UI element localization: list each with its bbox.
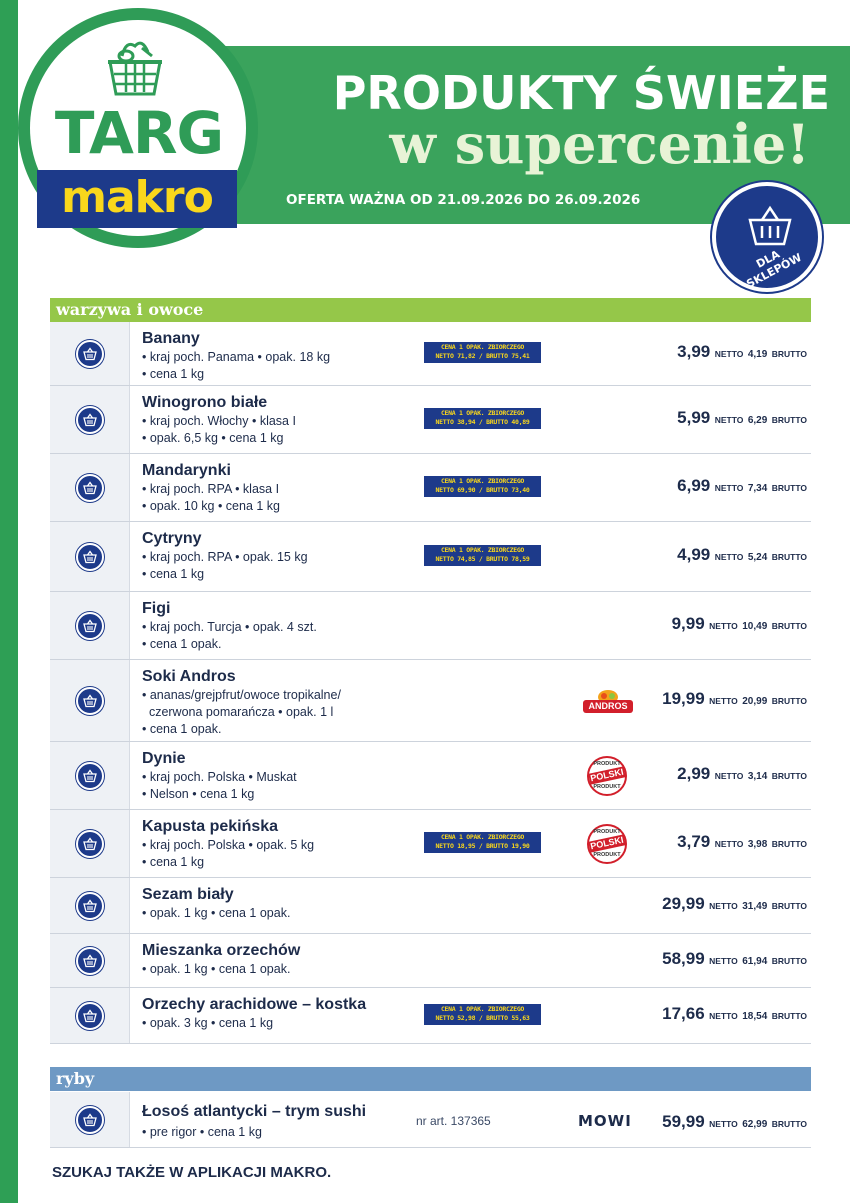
row-icon-column xyxy=(50,522,130,591)
price xyxy=(677,832,807,852)
left-green-strip xyxy=(0,0,18,1203)
product-name: Figi xyxy=(142,600,171,617)
price-gross-label: BRUTTO xyxy=(771,1011,807,1021)
price-net: 4,99 xyxy=(677,545,711,564)
price xyxy=(662,1004,807,1024)
price-gross-label: BRUTTO xyxy=(771,415,807,425)
product-description: • kraj poch. RPA • opak. 15 kg • cena 1 kg xyxy=(142,550,308,581)
bulk-pack-prices: NETTO 71,82 / BRUTTO 75,41 xyxy=(435,352,530,360)
price xyxy=(677,476,807,496)
product-name: Sezam biały xyxy=(142,886,234,903)
price-gross: 4,19 xyxy=(747,349,768,360)
product-name: Soki Andros xyxy=(142,668,236,685)
bulk-pack-label: CENA 1 OPAK. ZBIORCZEGO xyxy=(440,409,525,417)
price-net-label: NETTO xyxy=(714,415,744,425)
price-net: 6,99 xyxy=(677,476,711,495)
price-net-label: NETTO xyxy=(714,771,744,781)
price-gross-label: BRUTTO xyxy=(771,621,807,631)
bulk-pack-price-badge xyxy=(424,832,541,853)
price xyxy=(662,1112,807,1132)
price xyxy=(677,342,807,362)
basket-icon xyxy=(76,474,104,502)
bulk-pack-prices: NETTO 38,94 / BRUTTO 40,89 xyxy=(435,418,530,426)
price-gross-label: BRUTTO xyxy=(771,552,807,562)
price-gross: 20,99 xyxy=(742,696,768,707)
price-net-label: NETTO xyxy=(709,956,738,966)
price-net: 2,99 xyxy=(677,764,711,783)
product-name: Orzechy arachidowe – kostka xyxy=(142,996,367,1013)
product-description: • kraj poch. Polska • opak. 5 kg • cena 1 kg xyxy=(142,838,315,869)
footer-app-note: SZUKAJ TAKŻE W APLIKACJI MAKRO. xyxy=(52,1164,332,1181)
price xyxy=(672,614,807,634)
basket-icon xyxy=(76,892,104,920)
row-icon-column xyxy=(50,1092,130,1147)
price-gross-label: BRUTTO xyxy=(771,771,807,781)
product-row xyxy=(50,386,811,454)
basket-icon xyxy=(76,1106,104,1134)
product-name: Winogrono białe xyxy=(142,394,268,411)
badge-top-text: PRODUKT xyxy=(593,829,621,835)
price-gross-label: BRUTTO xyxy=(771,483,807,493)
price xyxy=(662,894,807,914)
product-description: • opak. 1 kg • cena 1 opak. xyxy=(142,962,291,976)
bulk-pack-price-badge xyxy=(424,408,541,429)
basket-icon xyxy=(76,762,104,790)
bulk-pack-prices: NETTO 74,85 / BRUTTO 78,59 xyxy=(435,555,530,563)
headline-super-price: w supercenie! xyxy=(389,112,810,176)
bulk-pack-label: CENA 1 OPAK. ZBIORCZEGO xyxy=(440,343,525,351)
price-net: 3,79 xyxy=(677,832,711,851)
badge-bottom-text: PRODUKT xyxy=(593,784,621,790)
price-net-label: NETTO xyxy=(709,901,738,911)
price xyxy=(662,949,807,969)
row-icon-column xyxy=(50,592,130,659)
price-gross: 3,14 xyxy=(747,771,768,782)
product-description: • ananas/grejpfrut/owoce tropikalne/ czerwona pomarańcza • opak. 1 l • cena 1 opak. xyxy=(142,688,341,736)
price-gross: 5,24 xyxy=(747,552,768,563)
price-gross: 7,34 xyxy=(747,483,768,494)
price-net-label: NETTO xyxy=(709,1119,738,1129)
bulk-pack-price-badge xyxy=(424,1004,541,1025)
row-icon-column xyxy=(50,878,130,933)
bulk-pack-price-badge xyxy=(424,476,541,497)
product-name: Mandarynki xyxy=(142,462,231,479)
bulk-pack-label: CENA 1 OPAK. ZBIORCZEGO xyxy=(440,477,525,485)
product-row xyxy=(50,592,811,660)
product-name: Kapusta pekińska xyxy=(142,818,279,835)
basket-icon xyxy=(76,947,104,975)
section-fish: ryby xyxy=(50,1067,811,1091)
product-name: Łosoś atlantycki – trym sushi xyxy=(142,1103,367,1120)
row-icon-column xyxy=(50,386,130,453)
row-icon-column xyxy=(50,454,130,521)
price-net-label: NETTO xyxy=(714,552,744,562)
product-row xyxy=(50,454,811,522)
polish-product-badge xyxy=(587,824,627,864)
price-net: 19,99 xyxy=(662,689,705,708)
price xyxy=(677,764,807,784)
product-description: • opak. 3 kg • cena 1 kg xyxy=(142,1016,274,1030)
price-net: 29,99 xyxy=(662,894,705,913)
price-gross-label: BRUTTO xyxy=(771,1119,807,1129)
headline-fresh-products: PRODUKTY ŚWIEŻE xyxy=(332,66,830,120)
product-name: Dynie xyxy=(142,750,186,767)
store-badge-label: DLA SKLEPÓW xyxy=(744,247,804,291)
section-fruits-vegetables: warzywa i owoce xyxy=(50,298,811,322)
product-row xyxy=(50,988,811,1044)
price-gross: 61,94 xyxy=(742,956,768,967)
product-description: • pre rigor • cena 1 kg xyxy=(142,1125,262,1139)
price xyxy=(677,408,807,428)
bulk-pack-prices: NETTO 52,98 / BRUTTO 55,63 xyxy=(435,1014,530,1022)
basket-icon xyxy=(76,543,104,571)
badge-main-text: POLSKI xyxy=(589,766,625,784)
price-net-label: NETTO xyxy=(709,1011,738,1021)
row-icon-column xyxy=(50,660,130,741)
store-badge xyxy=(712,182,822,292)
price-gross: 18,54 xyxy=(742,1011,768,1022)
product-row xyxy=(50,322,811,386)
price xyxy=(677,545,807,565)
basket-icon xyxy=(76,406,104,434)
product-name: Cytryny xyxy=(142,530,202,547)
row-icon-column xyxy=(50,322,130,385)
basket-icon xyxy=(76,340,104,368)
logo-targ-text: TARG xyxy=(54,99,224,167)
andros-logo-text: ANDROS xyxy=(588,701,628,711)
bulk-pack-price-badge xyxy=(424,545,541,566)
basket-icon xyxy=(76,1002,104,1030)
price-net-label: NETTO xyxy=(709,696,738,706)
product-description: • kraj poch. RPA • klasa I • opak. 10 kg • cena 1 kg xyxy=(142,482,281,513)
price-net: 5,99 xyxy=(677,408,711,427)
product-description: • kraj poch. Włochy • klasa I • opak. 6,5 kg • cena 1 kg xyxy=(142,414,296,445)
price-gross: 10,49 xyxy=(742,621,768,632)
price-net: 17,66 xyxy=(662,1004,705,1023)
product-row-salmon xyxy=(50,1092,811,1148)
price-net-label: NETTO xyxy=(714,483,744,493)
bulk-pack-label: CENA 1 OPAK. ZBIORCZEGO xyxy=(440,833,525,841)
price-net-label: NETTO xyxy=(709,621,738,631)
bulk-pack-label: CENA 1 OPAK. ZBIORCZEGO xyxy=(440,546,525,554)
price-gross: 3,98 xyxy=(747,839,768,850)
product-description: • kraj poch. Polska • Muskat • Nelson • cena 1 kg xyxy=(142,770,297,801)
product-name: Banany xyxy=(142,330,200,347)
badge-main-text: POLSKI xyxy=(589,834,625,852)
price-gross: 62,99 xyxy=(742,1119,768,1130)
bulk-pack-price-badge xyxy=(424,342,541,363)
price-gross-label: BRUTTO xyxy=(771,349,807,359)
price-net: 58,99 xyxy=(662,949,705,968)
basket-icon xyxy=(76,612,104,640)
bulk-pack-label: CENA 1 OPAK. ZBIORCZEGO xyxy=(440,1005,525,1013)
price-gross-label: BRUTTO xyxy=(771,901,807,911)
product-row xyxy=(50,742,811,810)
price-gross: 6,29 xyxy=(747,415,768,426)
price xyxy=(662,689,807,709)
product-description: • kraj poch. Turcja • opak. 4 szt. • cena 1 opak. xyxy=(142,620,317,651)
badge-top-text: PRODUKT xyxy=(593,761,621,767)
offer-validity: OFERTA WAŻNA OD 21.09.2026 DO 26.09.2026 xyxy=(286,192,641,208)
price-net: 59,99 xyxy=(662,1112,705,1131)
product-row xyxy=(50,810,811,878)
price-gross: 31,49 xyxy=(742,901,768,912)
andros-logo xyxy=(582,689,634,715)
product-name: Mieszanka orzechów xyxy=(142,942,301,959)
badge-bottom-text: PRODUKT xyxy=(593,852,621,858)
bulk-pack-prices: NETTO 18,95 / BRUTTO 19,90 xyxy=(435,842,530,850)
product-description: • opak. 1 kg • cena 1 opak. xyxy=(142,906,291,920)
product-row xyxy=(50,522,811,592)
price-gross-label: BRUTTO xyxy=(771,839,807,849)
price-net: 9,99 xyxy=(671,614,705,633)
article-number: nr art. 137365 xyxy=(416,1114,491,1128)
product-row xyxy=(50,934,811,988)
product-row xyxy=(50,660,811,742)
price-gross-label: BRUTTO xyxy=(771,696,807,706)
price-gross-label: BRUTTO xyxy=(771,956,807,966)
price-net-label: NETTO xyxy=(714,349,744,359)
basket-icon xyxy=(76,830,104,858)
mowi-logo: MOWI xyxy=(578,1112,632,1130)
row-icon-column xyxy=(50,934,130,987)
basket-vegetables-icon xyxy=(102,36,168,102)
basket-icon xyxy=(76,687,104,715)
row-icon-column xyxy=(50,810,130,877)
row-icon-column xyxy=(50,988,130,1043)
price-net: 3,99 xyxy=(677,342,711,361)
product-row xyxy=(50,878,811,934)
price-net-label: NETTO xyxy=(714,839,744,849)
logo-makro-text: makro xyxy=(61,172,213,223)
polish-product-badge xyxy=(587,756,627,796)
row-icon-column xyxy=(50,742,130,809)
product-description: • kraj poch. Panama • opak. 18 kg • cena 1 kg xyxy=(142,350,331,381)
bulk-pack-prices: NETTO 69,90 / BRUTTO 73,40 xyxy=(435,486,530,494)
